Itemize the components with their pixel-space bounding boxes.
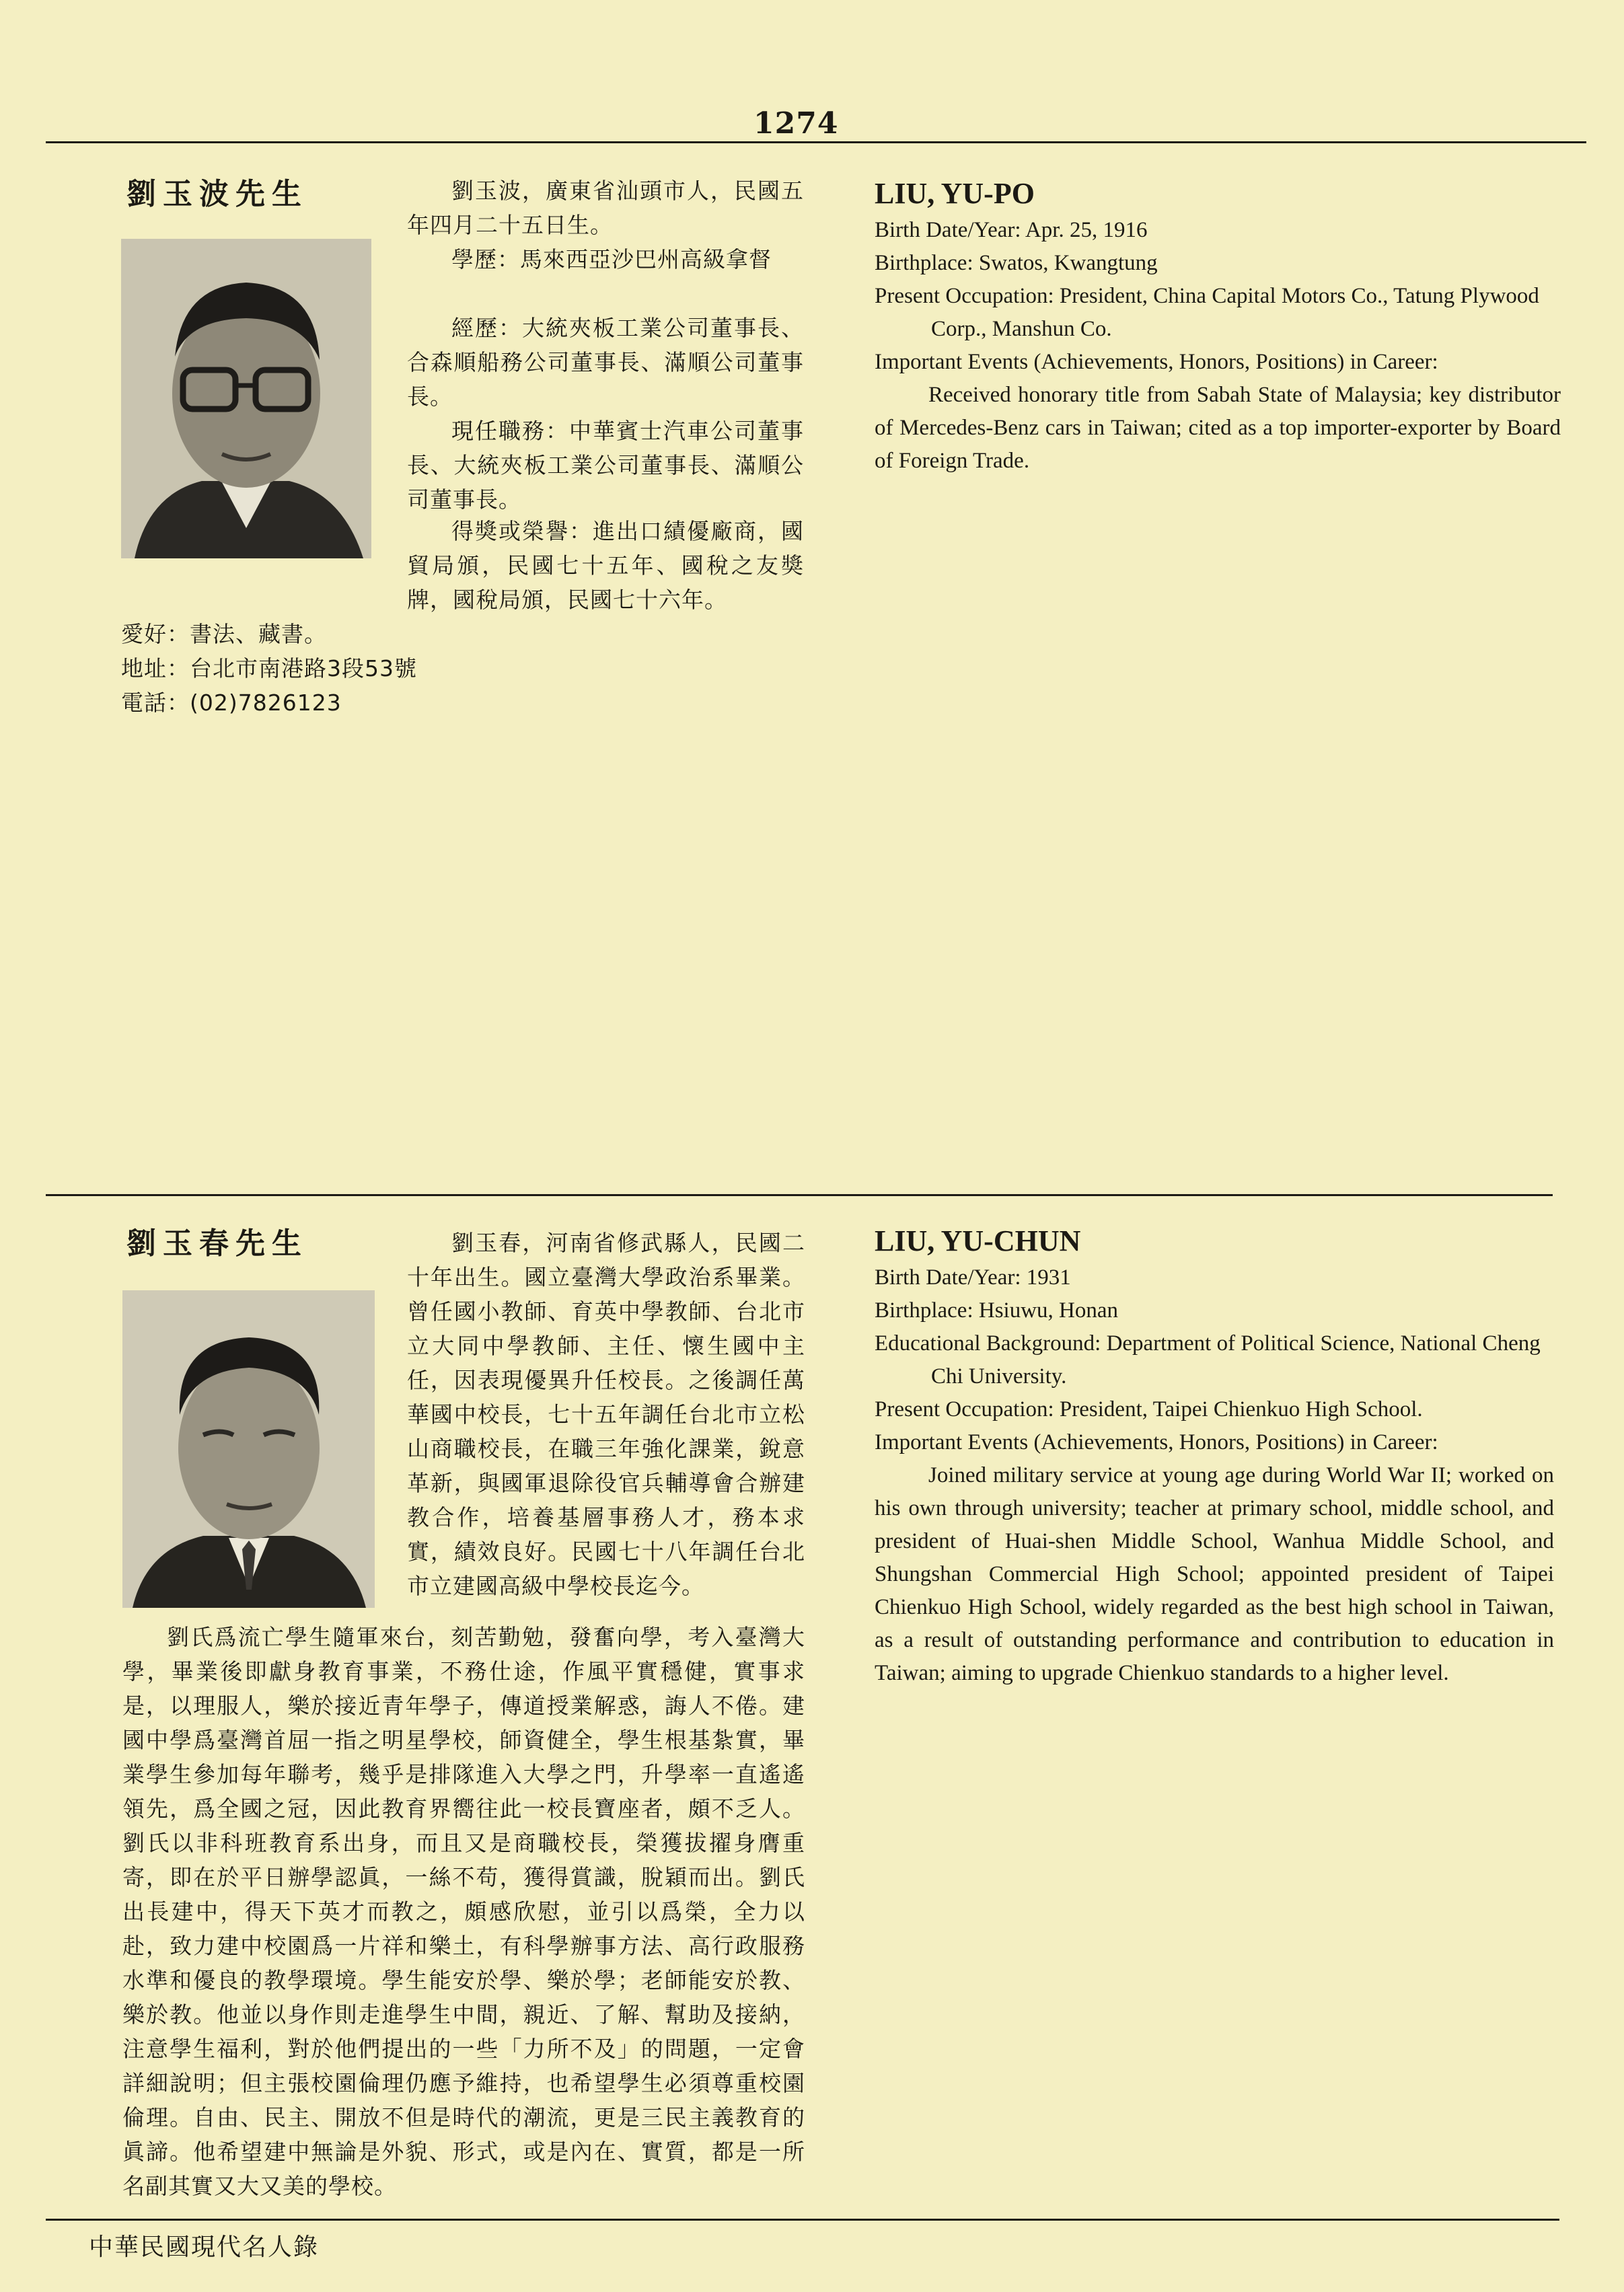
entry-1-zh-education: 學歷：馬來西亞沙巴州高級拿督 [451,246,772,272]
entry-1-portrait [121,239,371,558]
entry-2-en-events-label: Important Events (Achievements, Honors, Positions) in Career: [875,1430,1438,1454]
entry-2-zh-bio2: 劉氏爲流亡學生隨軍來台，刻苦勤勉，發奮向學，考入臺灣大學，畢業後即獻身教育事業，不務仕途，作風平實穩健，實事求是，以理服人，樂於接近青年學子，傳道授業解惑，誨人不倦。建國中學爲臺灣首屈一指之明星學校，師資健全，學生根基紮實，畢業學生參加每年聯考，幾乎是排隊進入大學之門，升學率一直遙遙領先，爲全國之冠，因此教育界嚮往此一校長寶座者，頗不乏人。劉氏以非科班教育系出身，而且又是商職校長，榮獲拔擢身膺重寄，即在於平日辦學認眞，一絲不苟，獲得賞識，脫穎而出。劉氏出長建中，得天下英才而教之，頗感欣慰，並引以爲榮，全力以赴，致力建中校園爲一片祥和樂土，有科學辦事方法、高行政服務水準和優良的教學環境。學生能安於學、樂於學；老師能安於教、樂於教。他並以身作則走進學生中間，親近、了解、幫助及接納，注意學生福利，對於他們提出的一些「力所不及」的問題，一定會詳細說明；但主張校園倫理仍應予維持，也希望學生必須尊重校園倫理。自由、民主、開放不但是時代的潮流，更是三民主義教育的眞諦。他希望建中無論是外貌、形式，或是內在、實質，都是一所名副其實又大又美的學校。 [122,1624,805,2199]
entry-2-en-occupation: Present Occupation: President, Taipei Chienkuo High School. [875,1397,1423,1421]
entry-2-en-events: Joined military service at young age during World War II; worked on his own through university; teacher at primary school, middle school, and president of Huai-shen Middle School, Wanhua Middle School, and Shungshan Commercial High School; appointed president of Taipei Chienkuo High School, widely regarded as the best high school in Taiwan, as a result of outstanding performance and contribution to education in Taiwan; aiming to upgrade Chienkuo standards to a higher level. [875,1463,1554,1685]
entry-1-zh-address: 地址：台北市南港路3段53號 [121,655,417,681]
entry-2-portrait [122,1290,375,1608]
entry-1-zh-column-right [407,174,804,517]
entry-divider [46,1194,1553,1196]
entry-1-zh-hobbies: 愛好：書法、藏書。 [121,621,327,647]
entry-1-zh-experience: 經歷：大統夾板工業公司董事長、合森順船務公司董事長、滿順公司董事長。 [407,315,804,410]
entry-1-en-occupation: Present Occupation: President, China Capital Motors Co., Tatung Plywood Corp., Manshun Co. [875,284,1539,341]
entry-1-zh-intro: 劉玉波，廣東省汕頭市人，民國五年四月二十五日生。 [407,178,804,238]
entry-2-en-education: Educational Background: Department of Political Science, National Cheng Chi University. [875,1331,1541,1389]
entry-1-en-birthplace: Birthplace: Swatos, Kwangtung [875,251,1158,275]
entry-1-zh-current: 現任職務：中華賓士汽車公司董事長、大統夾板工業公司董事長、滿順公司董事長。 [407,418,804,513]
entry-1-en-column [875,174,1561,478]
entry-1-zh-honors: 得獎或榮譽：進出口績優廠商，國貿局頒，民國七十五年、國稅之友獎牌，國稅局頒，民國七十六年。 [407,518,804,613]
entry-1-en-name: LIU, YU-PO [875,177,1035,210]
footer-book-title: 中華民國現代名人錄 [89,2233,320,2261]
entry-1-zh-honors-block [121,514,804,720]
entry-2-zh-bio-top [407,1226,805,1603]
entry-1-en-birth: Birth Date/Year: Apr. 25, 1916 [875,218,1148,242]
entry-2-zh-bio-bottom [122,1620,805,2203]
entry-2-zh-name: 劉玉春先生 [126,1226,308,1261]
entry-1-zh-name: 劉玉波先生 [126,177,308,211]
top-rule [46,141,1586,143]
page-number: 1274 [753,106,839,141]
entry-2-zh-bio1: 劉玉春，河南省修武縣人，民國二十年出生。國立臺灣大學政治系畢業。曾任國小教師、育英中學教師、台北市立大同中學教師、主任、懷生國中主任，因表現優異升任校長。之後調任萬華國中校長，七十五年調任台北市立松山商職校長，在職三年強化課業，銳意革新，與國軍退除役官兵輔導會合辦建教合作，培養基層事務人才，務本求實，績效良好。民國七十八年調任台北市立建國高級中學校長迄今。 [407,1230,805,1599]
entry-2-en-birthplace: Birthplace: Hsiuwu, Honan [875,1298,1119,1323]
entry-1-zh-phone: 電話：(02)7826123 [121,690,342,716]
entry-2-en-column [875,1221,1554,1690]
entry-2-en-birth: Birth Date/Year: 1931 [875,1265,1071,1290]
entry-2-en-name: LIU, YU-CHUN [875,1224,1081,1257]
entry-1-en-events-label: Important Events (Achievements, Honors, Positions) in Career: [875,350,1438,374]
footer-rule [46,2219,1559,2221]
entry-1-en-events: Received honorary title from Sabah State of Malaysia; key distributor of Mercedes-Benz cars in Taiwan; cited as a top importer-exporter by Board of Foreign Trade. [875,383,1561,473]
